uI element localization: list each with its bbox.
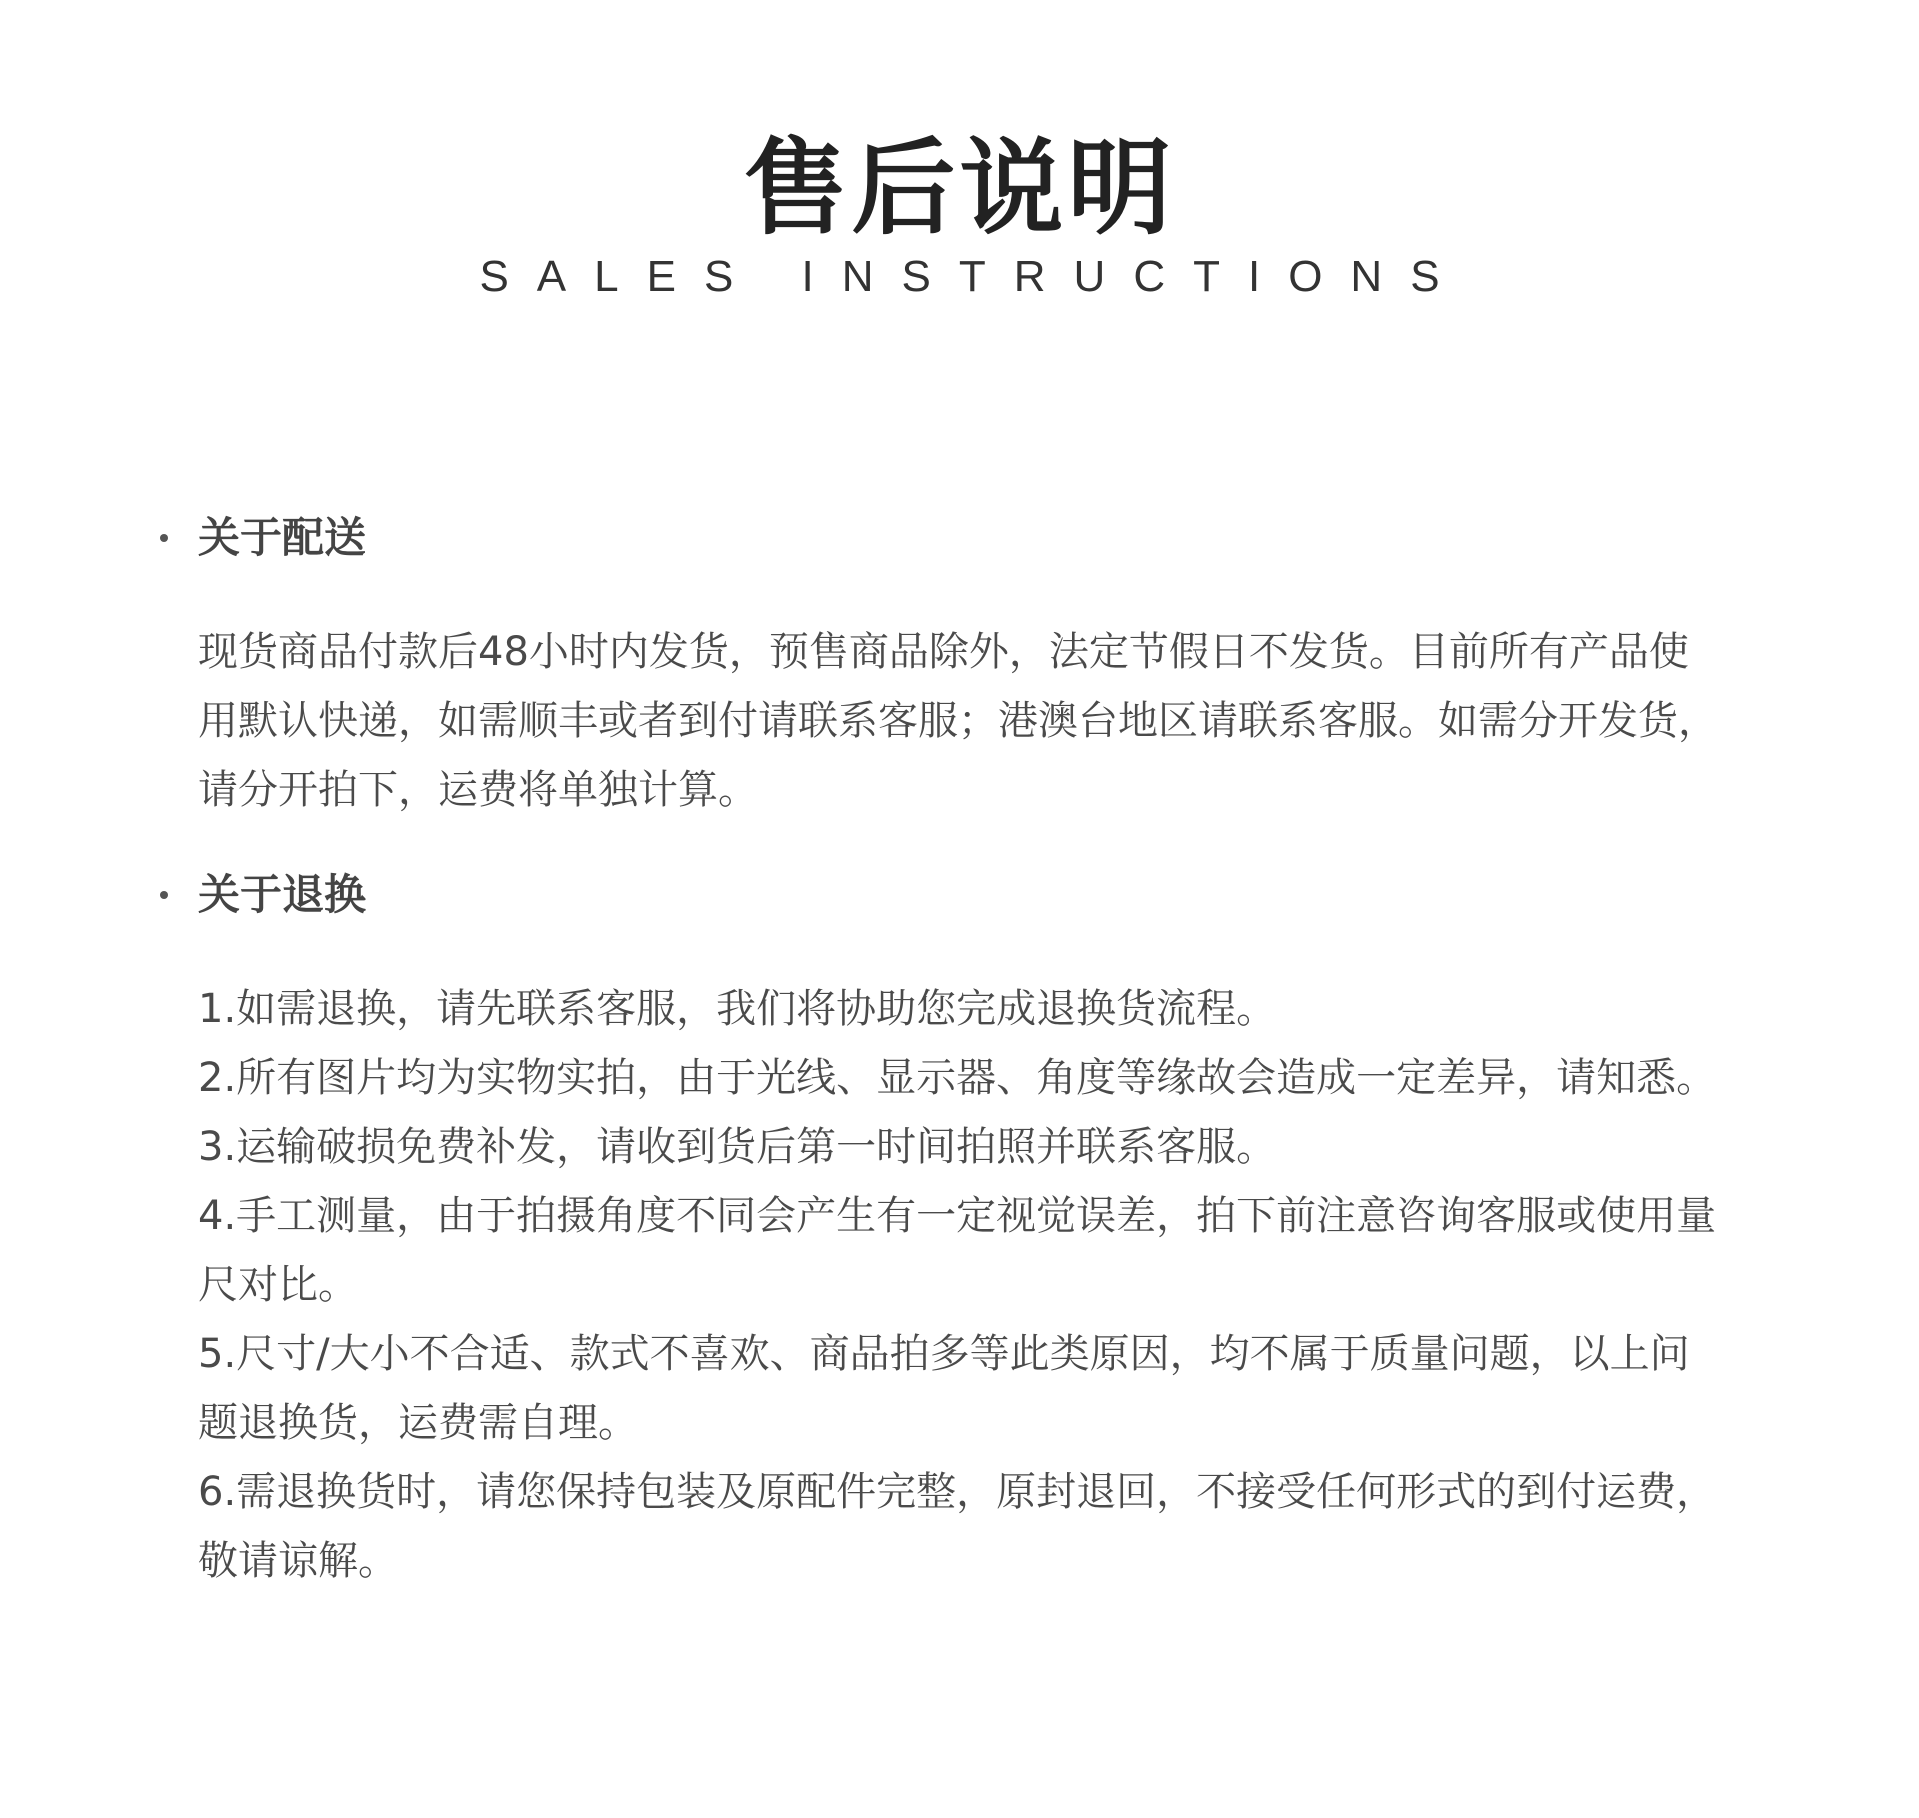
section-heading-text: 关于配送 bbox=[198, 513, 367, 562]
page-title: 售后说明 bbox=[743, 127, 1176, 249]
returns-item-2: 2.所有图片均为实物实拍，由于光线、显示器、角度等缘故会造成一定差异，请知悉。 bbox=[198, 1055, 1717, 1101]
returns-section bbox=[160, 865, 1720, 1596]
returns-item-4: 4.手工测量，由于拍摄角度不同会产生有一定视觉误差，拍下前注意咨询客服或使用量尺对比。 bbox=[198, 1193, 1717, 1308]
section-heading bbox=[160, 508, 1720, 568]
section-heading bbox=[160, 865, 1720, 925]
delivery-section bbox=[160, 508, 1720, 825]
returns-item-3: 3.运输破损免费补发，请收到货后第一时间拍照并联系客服。 bbox=[198, 1124, 1277, 1170]
returns-item-1: 1.如需退换，请先联系客服，我们将协助您完成退换货流程。 bbox=[198, 986, 1277, 1032]
page-subtitle: SALES INSTRUCTIONS bbox=[479, 252, 1468, 301]
returns-item-5: 5.尺寸/大小不合适、款式不喜欢、商品拍多等此类原因，均不属于质量问题，以上问题退换货，运费需自理。 bbox=[198, 1331, 1690, 1446]
bullet-dot-icon bbox=[160, 534, 168, 542]
delivery-paragraph: 现货商品付款后48小时内发货，预售商品除外，法定节假日不发货。目前所有产品使用默认快递，如需顺丰或者到付请联系客服；港澳台地区请联系客服。如需分开发货，请分开拍下，运费将单独计算。 bbox=[198, 629, 1718, 813]
section-heading-text: 关于退换 bbox=[198, 870, 367, 919]
bullet-dot-icon bbox=[160, 891, 168, 899]
returns-item-6: 6.需退换货时，请您保持包装及原配件完整，原封退回，不接受任何形式的到付运费，敬请谅解。 bbox=[198, 1469, 1717, 1584]
